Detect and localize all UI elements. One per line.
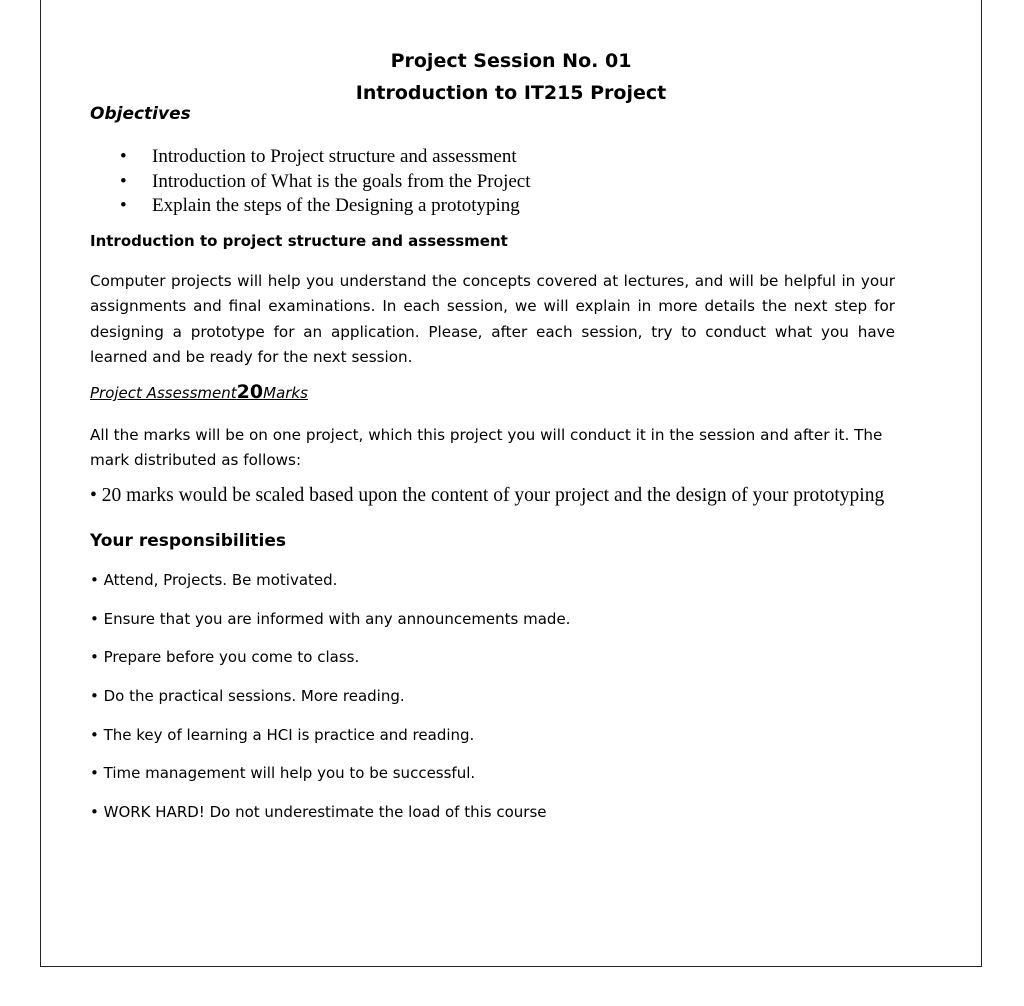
objective-text: Explain the steps of the Designing a prototyping xyxy=(152,195,520,216)
session-title: Project Session No. 01 xyxy=(390,50,632,72)
objective-text: Introduction of What is the goals from the Project xyxy=(152,170,531,192)
responsibility-item: • Attend, Projects. Be motivated. xyxy=(90,571,338,589)
objectives-heading: Objectives xyxy=(90,104,191,124)
responsibilities-heading: Your responsibilities xyxy=(90,531,287,551)
bullet-icon: • xyxy=(90,485,97,506)
bullet-icon: • xyxy=(120,195,127,216)
objective-item xyxy=(120,145,531,170)
responsibility-item: • Prepare before you come to class. xyxy=(90,648,360,666)
intro-paragraph: Computer projects will help you understand the concepts covered at lectures, and will be helpful in your assignments and final examinations. In each session, we will explain in more details the next step for designing a prototype for an application. Please, after each session, try to conduct what you have learned and be ready for the next session. xyxy=(90,272,895,366)
project-title: Introduction to IT215 Project xyxy=(355,82,667,104)
responsibility-item: • Time management will help you to be successful. xyxy=(90,764,476,782)
assessment-marks-number: 20 xyxy=(236,381,264,403)
marks-bullet-text: 20 marks would be scaled based upon the content of your project and the design of your prototyping xyxy=(101,485,885,506)
objectives-list xyxy=(120,145,531,219)
assessment-heading xyxy=(90,381,308,403)
marks-paragraph: All the marks will be on one project, which this project you will conduct it in the session and after it. The mark distributed as follows: xyxy=(90,426,883,469)
responsibility-item: • WORK HARD! Do not underestimate the load of this course xyxy=(90,803,547,821)
responsibility-item: • Ensure that you are informed with any announcements made. xyxy=(90,610,571,628)
bullet-icon: • xyxy=(120,146,127,167)
objective-item xyxy=(120,170,531,195)
assessment-prefix: Project Assessment xyxy=(90,384,237,402)
objective-item xyxy=(120,194,531,219)
section-heading: Introduction to project structure and assessment xyxy=(90,232,508,250)
objective-text: Introduction to Project structure and assessment xyxy=(152,146,517,167)
bullet-icon: • xyxy=(120,170,127,192)
marks-bullet xyxy=(90,485,884,507)
responsibility-item: • Do the practical sessions. More reading. xyxy=(90,687,405,705)
responsibility-item: • The key of learning a HCI is practice and reading. xyxy=(90,726,475,744)
assessment-suffix: Marks xyxy=(263,384,308,402)
